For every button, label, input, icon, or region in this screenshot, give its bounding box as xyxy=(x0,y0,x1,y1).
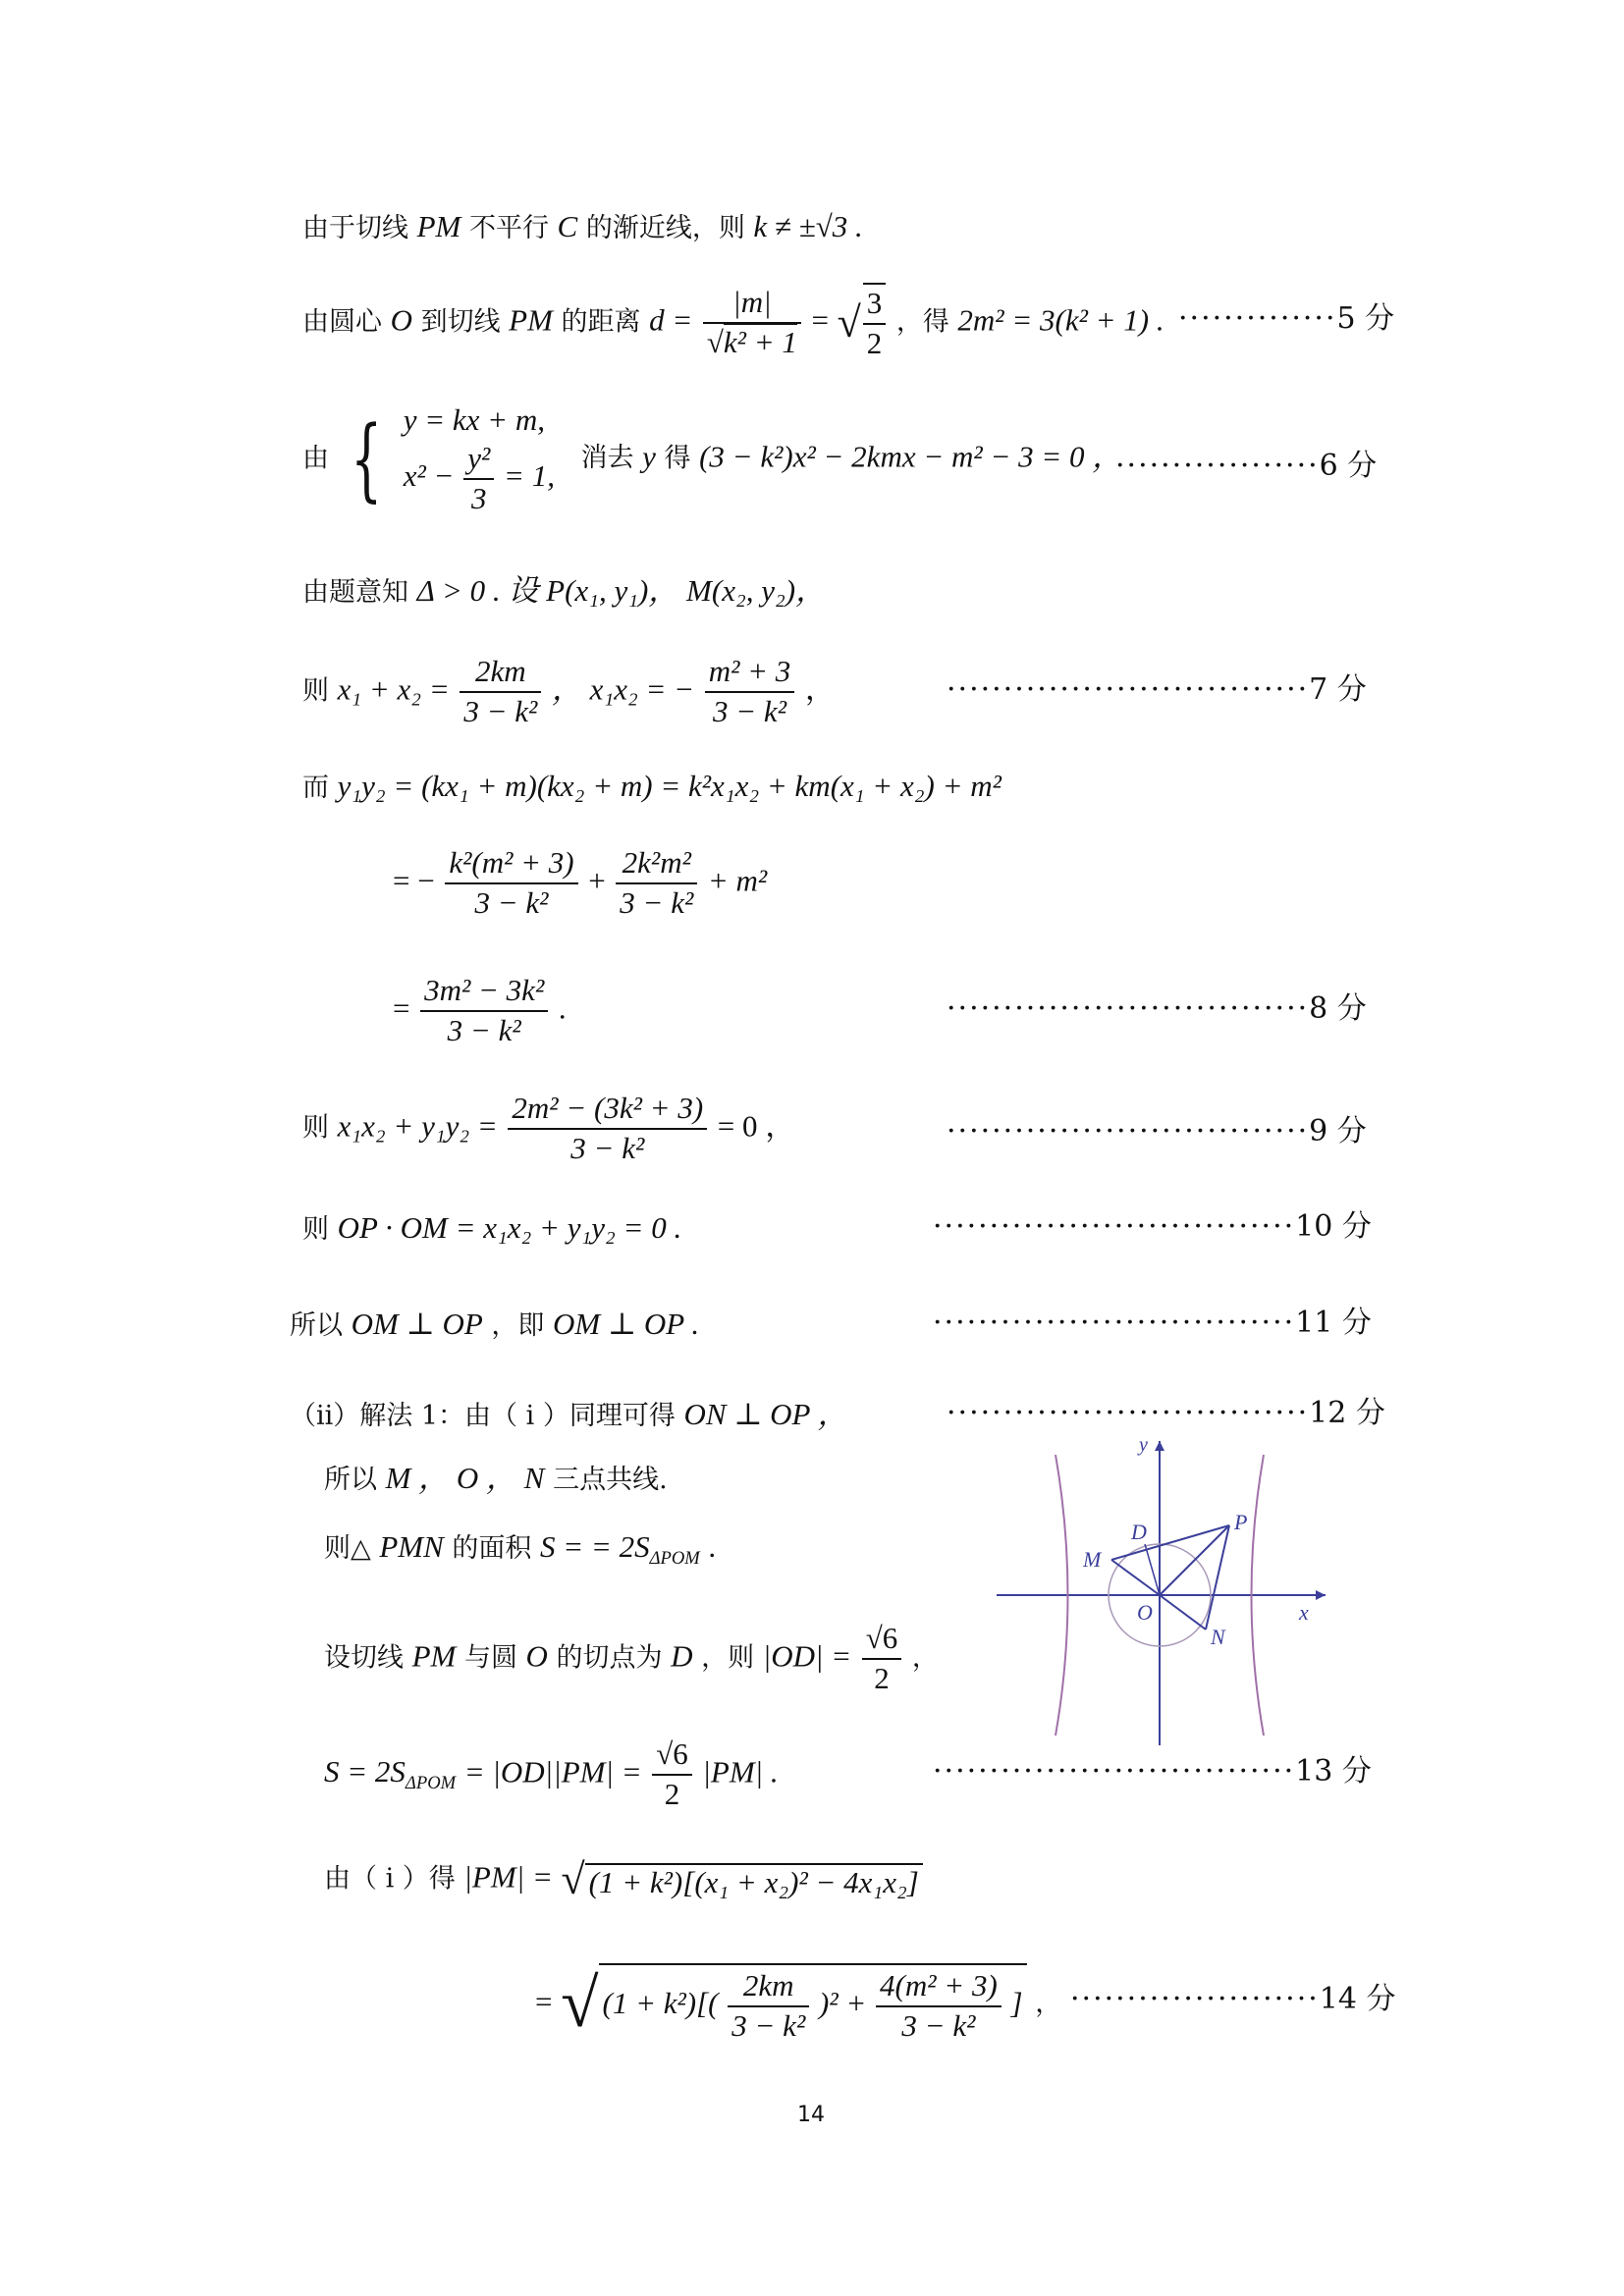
label-n: N xyxy=(1211,1625,1225,1649)
score-label: 7 分 xyxy=(1309,672,1367,707)
line-y-product-step xyxy=(393,844,767,923)
score-mark-13 xyxy=(933,1754,1372,1789)
math-setup: Δ > 0 . 设 P(x₁, y₁)， M(x₂, y₂)， xyxy=(416,573,827,608)
sqrt-three-halves xyxy=(838,283,889,363)
fraction xyxy=(420,972,548,1050)
term: = − xyxy=(393,863,435,898)
denominator: 3 − k² xyxy=(901,2007,976,2043)
label-p: P xyxy=(1234,1510,1248,1534)
text: ，得 xyxy=(895,306,949,338)
sqrt-sign: √ xyxy=(561,1855,585,1903)
math-pm: PM xyxy=(411,1638,457,1674)
text: 由 xyxy=(302,443,329,474)
numerator: 3 xyxy=(863,285,887,325)
numerator: 2k²m² xyxy=(616,844,697,884)
brace: { xyxy=(350,405,382,511)
text: 不平行 xyxy=(468,213,549,243)
fraction xyxy=(863,283,887,363)
denominator: 3 − k² xyxy=(447,1012,521,1047)
math-od: |OD| = xyxy=(762,1638,852,1674)
term: x₁ + x₂ = xyxy=(337,671,450,707)
denominator: 3 − k² xyxy=(731,2007,806,2043)
denominator: 3 − k² xyxy=(620,884,694,920)
denominator: 3 − k² xyxy=(463,693,538,728)
x-axis-arrow xyxy=(1316,1590,1326,1600)
dot-leader: ································ xyxy=(947,991,1310,1026)
score-mark-8 xyxy=(947,991,1367,1026)
text: 消去 xyxy=(580,443,634,474)
line-vieta xyxy=(302,653,836,731)
math-area xyxy=(324,1754,457,1794)
text: 则 xyxy=(302,675,329,707)
line-collinear xyxy=(324,1463,668,1493)
text: 得 xyxy=(664,443,691,474)
score-mark-12 xyxy=(947,1396,1385,1430)
equals: = xyxy=(811,302,829,338)
math-perp: OM ⊥ OP . xyxy=(552,1307,700,1341)
line-discriminant xyxy=(302,575,826,606)
term: S = 2S xyxy=(324,1754,406,1789)
label-d: D xyxy=(1131,1520,1147,1544)
math-dot-product: OP · OM = x₁x₂ + y₁y₂ = 0 . xyxy=(337,1210,682,1245)
text: 由题意知 xyxy=(302,577,408,608)
line-pm-length xyxy=(324,1855,923,1903)
score-mark-9 xyxy=(947,1114,1367,1148)
equation-hyperbola xyxy=(404,440,555,518)
math-d: D xyxy=(671,1638,693,1674)
dot-leader: ·················· xyxy=(1115,449,1320,483)
dot-leader: ································ xyxy=(947,1396,1310,1430)
numerator: 3m² − 3k² xyxy=(420,972,548,1012)
line-area-formula xyxy=(324,1735,779,1814)
sqrt-sign: √ xyxy=(837,297,861,347)
score-label: 8 分 xyxy=(1309,991,1367,1026)
term: = |OD||PM| = xyxy=(463,1754,642,1789)
equation-line: y = kx + m, xyxy=(403,402,545,437)
text: 则△ xyxy=(324,1533,371,1564)
math-o: O xyxy=(525,1638,548,1674)
text: 设切线 xyxy=(324,1642,404,1674)
denominator: 2 xyxy=(866,325,883,360)
dot-leader: ································ xyxy=(933,1306,1296,1340)
text: 由（ i ）得 xyxy=(324,1863,456,1895)
text: 三点共线. xyxy=(553,1465,668,1495)
numerator: 4(m² + 3) xyxy=(876,1967,1001,2007)
term: ， x₁x₂ = − xyxy=(551,671,695,707)
numerator: √6 xyxy=(862,1620,902,1660)
math-c: C xyxy=(557,209,578,243)
term: = 0 ， xyxy=(717,1108,796,1144)
line-dot-sum xyxy=(302,1090,795,1168)
term: ， xyxy=(804,671,836,707)
numerator: k²(m² + 3) xyxy=(445,844,577,884)
score-mark-10 xyxy=(933,1209,1372,1244)
term: )² + xyxy=(819,1985,867,2020)
numerator: 2km xyxy=(728,1967,809,2007)
math-result: 2m² = 3(k² + 1) . xyxy=(957,302,1164,338)
y-axis-arrow xyxy=(1155,1441,1164,1451)
line-y-product-result xyxy=(393,972,567,1050)
text: 则 xyxy=(302,1214,329,1245)
score-mark-5 xyxy=(1178,301,1395,336)
text: ，则 xyxy=(701,1642,755,1674)
denominator: √k² + 1 xyxy=(706,324,797,359)
fraction xyxy=(445,844,577,923)
term: (1 + k²)[( xyxy=(602,1985,719,2020)
text: 的距离 xyxy=(561,306,641,338)
score-label: 10 分 xyxy=(1295,1209,1372,1244)
math-d: d = xyxy=(649,302,693,338)
dot-leader: ································ xyxy=(933,1754,1296,1789)
score-label: 14 分 xyxy=(1319,1982,1396,2016)
denominator: 3 − k² xyxy=(570,1130,645,1165)
segment-od xyxy=(1145,1544,1160,1595)
math-o: O xyxy=(390,302,412,338)
math-points: M ， O ， N xyxy=(385,1461,545,1495)
math-quadratic: (3 − k²)x² − 2kmx − m² − 3 = 0 ， xyxy=(699,439,1123,474)
fraction xyxy=(508,1090,707,1168)
line-distance xyxy=(302,283,1164,363)
hyperbola-figure xyxy=(997,1433,1335,1747)
term: . xyxy=(708,1529,717,1564)
math-pm: PM xyxy=(509,302,553,338)
score-label: 6 分 xyxy=(1319,449,1378,483)
line-tangent-point xyxy=(324,1620,939,1698)
fraction xyxy=(616,844,697,923)
text: ， xyxy=(911,1642,939,1674)
term: . xyxy=(558,990,567,1026)
denominator: 2 xyxy=(664,1776,680,1811)
numerator: 2km xyxy=(460,653,541,693)
text: 而 xyxy=(302,773,329,803)
fraction xyxy=(862,1620,902,1698)
line-pm-length-expanded xyxy=(535,1963,1061,2046)
score-label: 12 分 xyxy=(1309,1396,1385,1430)
numerator: |m| xyxy=(703,284,801,324)
segment-pn xyxy=(1206,1525,1229,1629)
line-y-product xyxy=(302,771,1001,801)
score-mark-7 xyxy=(947,672,1367,707)
math-area xyxy=(539,1529,700,1570)
text: 的面积 xyxy=(452,1533,532,1564)
text: 的渐近线，则 xyxy=(585,213,745,243)
text: 的切点为 xyxy=(556,1642,663,1674)
line-part-ii xyxy=(290,1399,848,1429)
score-label: 13 分 xyxy=(1295,1754,1372,1789)
term: = xyxy=(535,1984,553,2019)
fraction xyxy=(652,1735,692,1814)
term: x² − xyxy=(403,458,455,494)
math-perp: OM ⊥ OP xyxy=(351,1307,483,1341)
label-m: M xyxy=(1083,1547,1102,1572)
dot-leader: ······················ xyxy=(1070,1982,1320,2016)
radicand: k² + 1 xyxy=(723,324,797,359)
term: = 1, xyxy=(504,458,555,494)
score-label: 5 分 xyxy=(1336,301,1395,336)
fraction-sum xyxy=(460,653,541,731)
fraction xyxy=(728,1967,809,2046)
numerator: √6 xyxy=(652,1735,692,1776)
fraction xyxy=(463,440,494,518)
term: |PM| = xyxy=(463,1859,553,1895)
numerator: y² xyxy=(463,440,494,480)
numerator: 2m² − (3k² + 3) xyxy=(508,1090,707,1130)
denominator: 3 − k² xyxy=(713,693,786,728)
score-mark-14 xyxy=(1070,1982,1396,2016)
fraction-distance xyxy=(703,284,801,362)
score-label: 11 分 xyxy=(1295,1306,1372,1340)
text: 则 xyxy=(302,1112,329,1144)
numerator: m² + 3 xyxy=(705,653,795,693)
text: 所以 xyxy=(290,1310,343,1341)
denominator: 2 xyxy=(874,1660,890,1695)
text: （ii）解法 1：由（ i ）同理可得 xyxy=(290,1401,676,1431)
text: 由圆心 xyxy=(302,306,382,338)
dot-leader: ································ xyxy=(947,1114,1310,1148)
text: ，即 xyxy=(491,1310,545,1341)
sqrt-expression xyxy=(561,1855,922,1903)
line-asymptote-condition xyxy=(302,211,863,241)
line-perpendicular xyxy=(290,1308,699,1339)
dot-leader: ································ xyxy=(947,672,1310,707)
denominator: 3 − k² xyxy=(474,884,549,920)
sqrt-sign: √ xyxy=(561,1965,599,2042)
line-dot-product xyxy=(302,1212,681,1243)
math-expansion: y₁y₂ = (kx₁ + m)(kx₂ + m) = k²x₁x₂ + km(x₁ + x₂) + m² xyxy=(337,769,1001,803)
subscript: ΔPOM xyxy=(405,1773,457,1794)
segment-mo xyxy=(1111,1560,1160,1595)
text: 与圆 xyxy=(463,1642,517,1674)
term: + xyxy=(588,863,606,898)
fraction xyxy=(876,1967,1001,2046)
math-pm: PM xyxy=(416,209,461,243)
math-perp: ON ⊥ OP ， xyxy=(683,1397,848,1431)
radicand: (1 + k²)[(x₁ + x₂)² − 4x₁x₂] xyxy=(585,1863,923,1897)
term: S = = 2S xyxy=(539,1529,650,1564)
equation-system xyxy=(404,400,555,518)
line-area xyxy=(324,1531,716,1569)
segment-on xyxy=(1160,1595,1206,1629)
label-o: O xyxy=(1137,1600,1153,1625)
denominator: 3 xyxy=(471,481,487,516)
sqrt-expression xyxy=(561,1963,1027,2046)
radicand xyxy=(599,1963,1027,2046)
text: ， xyxy=(1035,1988,1062,2019)
label-y: y xyxy=(1139,1434,1148,1456)
math-pmn: PMN xyxy=(379,1529,444,1564)
line-system xyxy=(302,400,1122,518)
math-y: y xyxy=(642,439,656,474)
text: 所以 xyxy=(324,1465,377,1495)
math-k-condition: k ≠ ±√3 . xyxy=(753,209,863,243)
term: = xyxy=(393,990,410,1026)
label-x: x xyxy=(1299,1600,1309,1625)
term: ] xyxy=(1010,1985,1023,2020)
subscript: ΔPOM xyxy=(649,1548,700,1570)
fraction-product xyxy=(705,653,795,731)
text: 由于切线 xyxy=(302,213,408,243)
text: 到切线 xyxy=(420,306,501,338)
score-label: 9 分 xyxy=(1309,1114,1367,1148)
term: x₁x₂ + y₁y₂ = xyxy=(337,1108,498,1144)
dot-leader: ································ xyxy=(933,1209,1296,1244)
score-mark-6 xyxy=(1115,449,1378,483)
term: |PM| . xyxy=(702,1754,779,1789)
score-mark-11 xyxy=(933,1308,1372,1338)
page-number: 14 xyxy=(797,2103,825,2127)
term: + m² xyxy=(707,863,768,898)
dot-leader: ·············· xyxy=(1178,301,1337,336)
